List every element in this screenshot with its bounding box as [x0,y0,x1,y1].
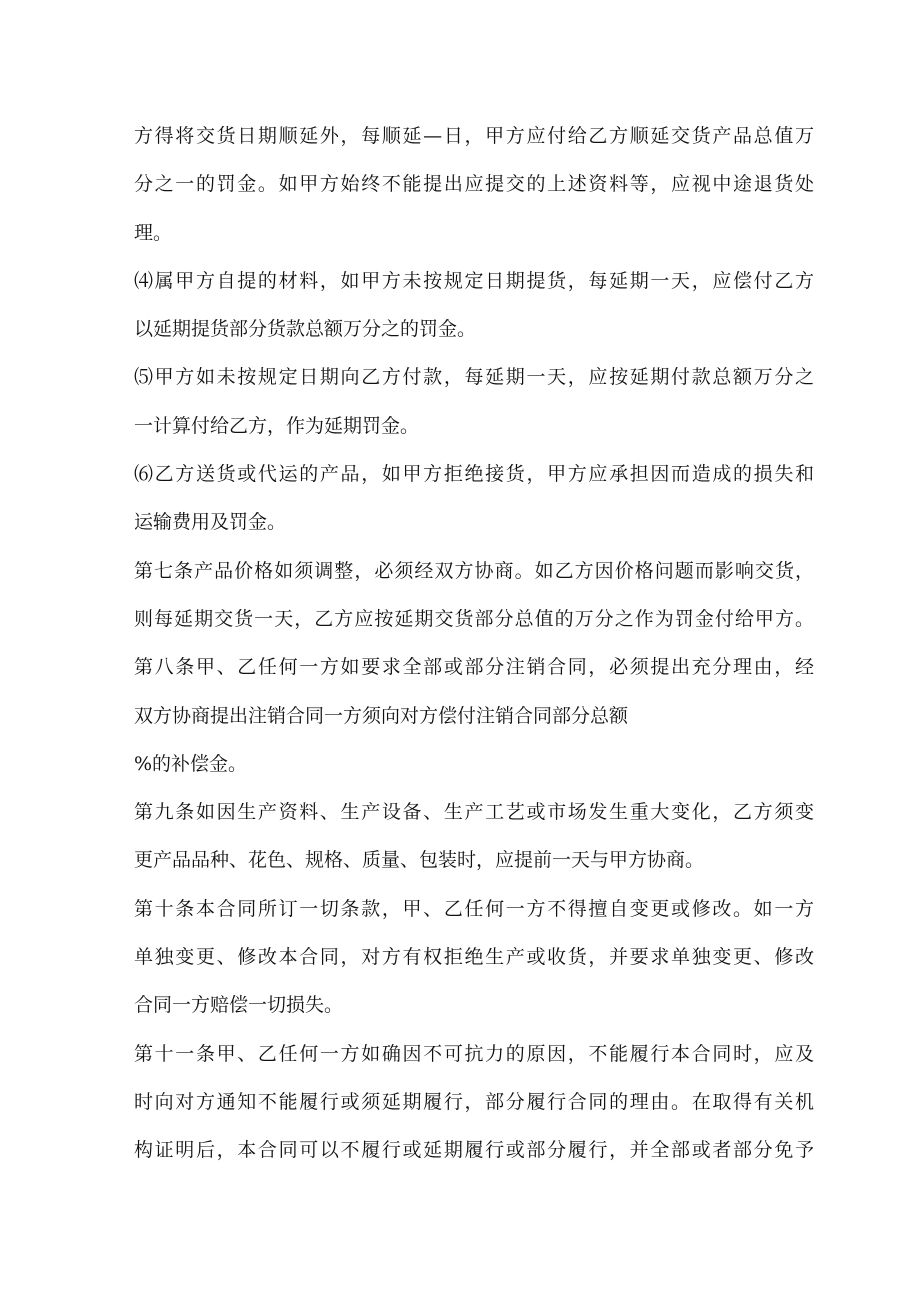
text-line: 理。 [134,221,173,244]
text-line: 第九条如因生产资料、生产设备、生产工艺或市场发生重大变化，乙方须变 [134,801,814,824]
text-line: 第十一条甲、乙任何一方如确因不可抗力的原因，不能履行本合同时，应及 [134,1042,814,1065]
text-line: 第七条产品价格如须调整，必须经双方协商。如乙方因价格问题而影响交货， [134,559,814,582]
text-line: 第八条甲、乙任何一方如要求全部或部分注销合同，必须提出充分理由，经 [134,656,814,679]
text-line: 第十条本合同所订一切条款，甲、乙任何一方不得擅自变更或修改。如一方 [134,897,814,920]
text-line: %的补偿金。 [134,752,248,775]
text-line: 单独变更、修改本合同，对方有权拒绝生产或收货，并要求单独变更、修改 [134,946,814,969]
text-line: 构证明后，本合同可以不履行或延期履行或部分履行，并全部或者部分免予 [134,1139,814,1162]
text-line: 一计算付给乙方，作为延期罚金。 [134,414,420,437]
text-line: 运输费用及罚金。 [134,511,287,534]
text-line: 以延期提货部分货款总额万分之的罚金。 [134,318,477,341]
text-line: 更产品品种、花色、规格、质量、包装时，应提前一天与甲方协商。 [134,849,705,872]
text-line: 合同一方赔偿一切损失。 [134,994,344,1017]
text-line: ⑹乙方送货或代运的产品，如甲方拒绝接货，甲方应承担因而造成的损失和 [134,463,814,486]
text-line: 双方协商提出注销合同一方须向对方偿付注销合同部分总额 [134,704,629,727]
text-line: ⑸甲方如未按规定日期向乙方付款，每延期一天，应按延期付款总额万分之 [134,366,814,389]
text-line: 则每延期交货一天，乙方应按延期交货部分总值的万分之作为罚金付给甲方。 [134,607,814,630]
contract-text-body [134,112,814,1175]
text-line: 方得将交货日期顺延外，每顺延—日，甲方应付给乙方顺延交货产品总值万 [134,125,814,147]
text-line: 时向对方通知不能履行或须延期履行，部分履行合同的理由。在取得有关机 [134,1090,814,1113]
text-line: 分之一的罚金。如甲方始终不能提出应提交的上述资料等，应视中途退货处 [134,173,814,196]
text-line: ⑷属甲方自提的材料，如甲方未按规定日期提货，每延期一天，应偿付乙方 [134,269,814,292]
